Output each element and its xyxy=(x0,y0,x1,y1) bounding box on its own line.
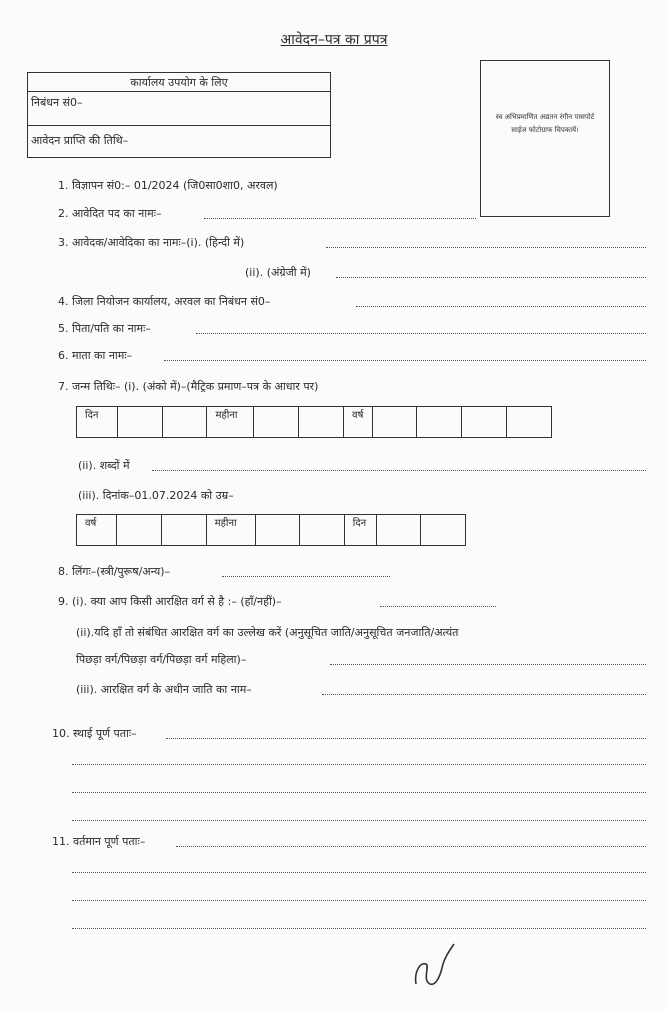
permanent-address-field[interactable] xyxy=(166,738,646,739)
dob-year-box[interactable] xyxy=(417,407,462,438)
reserved-category-field[interactable] xyxy=(380,606,496,607)
permanent-address-label: 10. स्थाई पूर्ण पताः– xyxy=(52,727,137,740)
office-use-box xyxy=(27,72,331,158)
current-address-line[interactable] xyxy=(72,872,646,873)
dob-month-label: महीना xyxy=(207,407,254,438)
caste-name-label: (iii). आरक्षित वर्ग के अधीन जाति का नाम– xyxy=(76,683,252,696)
age-month-box[interactable] xyxy=(300,515,345,546)
current-address-line[interactable] xyxy=(72,928,646,929)
current-address-field[interactable] xyxy=(176,846,646,847)
mother-name-field[interactable] xyxy=(164,360,646,361)
age-day-box[interactable] xyxy=(376,515,421,546)
applied-post-field[interactable] xyxy=(204,218,476,219)
dob-day-box[interactable] xyxy=(162,407,207,438)
permanent-address-line[interactable] xyxy=(72,820,646,821)
dob-year-box[interactable] xyxy=(507,407,552,438)
age-day-box[interactable] xyxy=(421,515,466,546)
caste-name-field[interactable] xyxy=(322,694,646,695)
reserved-category-detail-label-1: (ii).यदि हाँ तो संबंधित आरक्षित वर्ग का उल्लेख करें (अनुसूचित जाति/अनुसूचित जनजाति/अत्यंत xyxy=(76,626,459,639)
employment-office-reg-field[interactable] xyxy=(356,306,646,307)
age-grid xyxy=(76,514,466,546)
age-month-box[interactable] xyxy=(255,515,300,546)
dob-words-field[interactable] xyxy=(152,470,646,471)
dob-grid xyxy=(76,406,552,438)
age-year-label: वर्ष xyxy=(77,515,117,546)
form-title: आवेदन–पत्र का प्रपत्र xyxy=(280,32,388,48)
applied-post-label: 2. आवेदित पद का नामः– xyxy=(58,207,162,220)
applicant-name-hindi-field[interactable] xyxy=(326,247,646,248)
permanent-address-line[interactable] xyxy=(72,764,646,765)
permanent-address-line[interactable] xyxy=(72,792,646,793)
applicant-name-hindi-label: 3. आवेदक/आवेदिका का नामः–(i). (हिन्दी में) xyxy=(58,236,245,249)
father-husband-name-field[interactable] xyxy=(196,333,646,334)
dob-day-box[interactable] xyxy=(117,407,162,438)
signature-mark xyxy=(412,940,458,990)
employment-office-reg-label: 4. जिला नियोजन कार्यालय, अरवल का निबंधन सं0– xyxy=(58,295,271,308)
gender-label: 8. लिंगः–(स्त्री/पुरूष/अन्य)– xyxy=(58,565,171,578)
age-year-box[interactable] xyxy=(117,515,162,546)
dob-month-box[interactable] xyxy=(254,407,299,438)
office-use-heading: कार्यालय उपयोग के लिए xyxy=(130,76,228,89)
reserved-category-detail-label-2: पिछड़ा वर्ग/पिछड़ा वर्ग/पिछड़ा वर्ग महिला)– xyxy=(76,653,247,666)
dob-day-label: दिन xyxy=(77,407,118,438)
applicant-name-english-field[interactable] xyxy=(336,277,646,278)
age-day-label: दिन xyxy=(344,515,376,546)
reserved-category-label: 9. (i). क्या आप किसी आरक्षित वर्ग से है :– (हाँ/नहीं)– xyxy=(58,595,282,608)
gender-field[interactable] xyxy=(222,576,390,577)
dob-year-label: वर्ष xyxy=(344,407,373,438)
age-year-box[interactable] xyxy=(162,515,207,546)
mother-name-label: 6. माता का नामः– xyxy=(58,349,133,362)
dob-year-box[interactable] xyxy=(462,407,507,438)
current-address-label: 11. वर्तमान पूर्ण पताः– xyxy=(52,835,146,848)
current-address-line[interactable] xyxy=(72,900,646,901)
age-month-label: महीना xyxy=(206,515,255,546)
photo-box[interactable] xyxy=(480,60,610,217)
age-label: (iii). दिनांक–01.07.2024 को उम्र– xyxy=(78,489,234,502)
photo-instruction: स्व अभिप्रमाणित अद्यतन रंगीन पासपोर्ट साईज फोटोग्राफ चिपकायें। xyxy=(495,113,595,134)
registration-no-label: निबंधन सं0– xyxy=(31,96,83,109)
dob-month-box[interactable] xyxy=(299,407,344,438)
dob-words-label: (ii). शब्दों में xyxy=(78,459,130,472)
reserved-category-detail-field[interactable] xyxy=(330,664,646,665)
father-husband-name-label: 5. पिता/पति का नामः– xyxy=(58,322,151,335)
dob-digits-label: 7. जन्म तिथिः– (i). (अंको में)–(मैट्रिक प्रमाण–पत्र के आधार पर) xyxy=(58,380,319,393)
advertisement-no: 1. विज्ञापन सं0:– 01/2024 (जि0सा0शा0, अरवल) xyxy=(58,179,278,192)
receipt-date-label: आवेदन प्राप्ति की तिथि– xyxy=(31,134,129,147)
dob-year-box[interactable] xyxy=(372,407,417,438)
applicant-name-english-label: (ii). (अंग्रेजी में) xyxy=(245,266,311,279)
